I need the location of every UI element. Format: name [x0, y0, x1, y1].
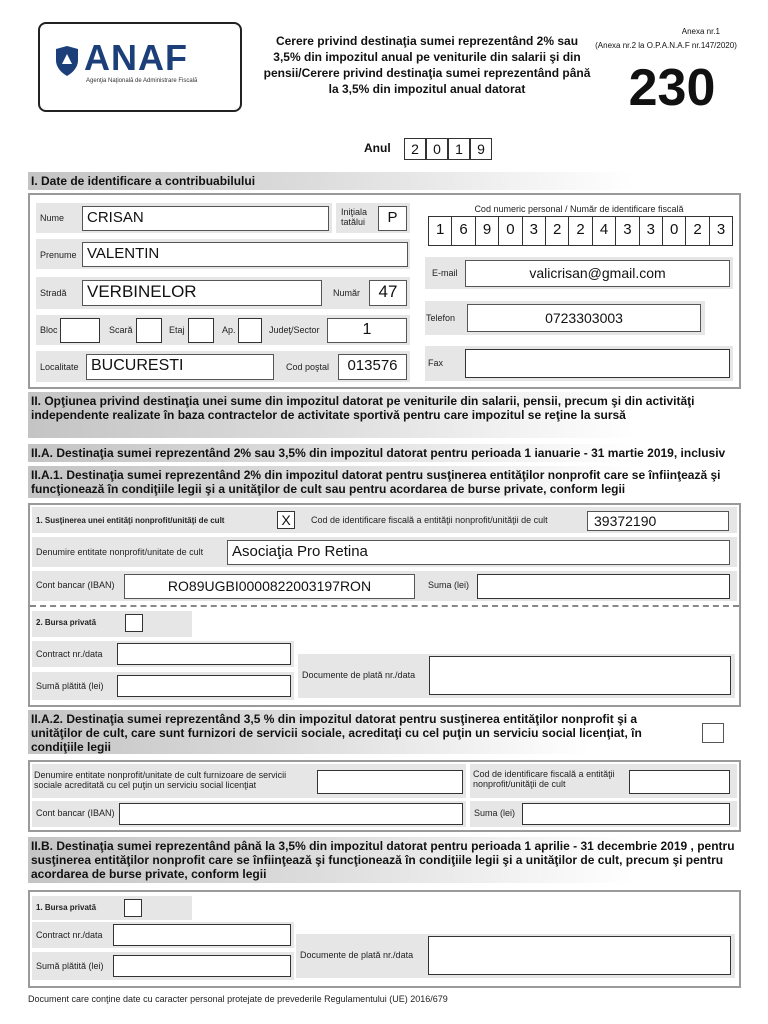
localitate-label: Localitate — [40, 362, 79, 372]
email-label: E-mail — [432, 268, 458, 278]
logo-text: ANAF — [84, 37, 188, 78]
etaj-label: Etaj — [169, 325, 185, 335]
b-suma-platita-label: Sumă plătită (lei) — [36, 961, 104, 971]
sustinere-checkbox[interactable]: X — [277, 511, 295, 529]
b-contract-field[interactable] — [113, 924, 291, 946]
nume-label: Nume — [40, 213, 65, 223]
numar-label: Număr — [333, 288, 361, 298]
b-documente-label: Documente de plată nr./data — [300, 950, 414, 960]
localitate-field[interactable]: BUCURESTI — [86, 354, 274, 380]
cnp-digit-2[interactable]: 6 — [451, 216, 475, 246]
cnp-digit-12[interactable]: 2 — [685, 216, 709, 246]
bursa-checkbox[interactable] — [125, 614, 143, 632]
cod-postal-field[interactable]: 013576 — [338, 354, 407, 380]
fax-label: Fax — [428, 358, 444, 368]
prenume-label: Prenume — [40, 250, 77, 260]
footer-note: Document care conţine date cu caracter personal protejate de prevederile Regulamentului (UE) 2016/679 — [28, 994, 448, 1004]
documente-field[interactable] — [429, 656, 731, 695]
form-title: Cerere privind destinaţia sumei reprezentând 2% sau 3,5% din impozitul anual pe veniturile din salarii şi din pensii/Cerere privind destinaţia sumei reprezentând până la 3,5% din impozitul anual datorat — [263, 34, 591, 96]
denumire-field[interactable]: Asociaţia Pro Retina — [227, 540, 730, 565]
shield-icon — [54, 46, 80, 76]
telefon-label: Telefon — [426, 313, 456, 323]
telefon-field[interactable]: 0723303003 — [467, 304, 701, 332]
cnp-digit-6[interactable]: 2 — [545, 216, 569, 246]
section-2a2-checkbox[interactable] — [702, 723, 724, 743]
section-2b-title: II.B. Destinaţia sumei reprezentând până la 3,5% din impozitul datorat pentru perioada 1 aprilie - 31 decembrie 2019 , pentru susţinerea entităţilor nonprofit care se înfiinţează şi funcţionează în condiţiile legii şi a unităţilor de cult, precum şi pentru acordarea de burse private, conform legii — [28, 837, 741, 883]
section-1-title: I. Date de identificare a contribuabilului — [28, 172, 741, 190]
email-field[interactable]: valicrisan@gmail.com — [465, 260, 730, 287]
suma-platita-field[interactable] — [117, 675, 291, 697]
fax-field[interactable] — [465, 349, 730, 378]
cnp-digit-3[interactable]: 9 — [475, 216, 499, 246]
a2-suma-field[interactable] — [522, 803, 730, 825]
bursa-label: 2. Bursa privată — [36, 618, 97, 627]
a2-iban-label: Cont bancar (IBAN) — [36, 808, 115, 818]
cnp-label: Cod numeric personal / Număr de identificare fiscală — [474, 204, 684, 214]
judet-label: Judeţ/Sector — [269, 325, 320, 335]
numar-field[interactable]: 47 — [369, 280, 407, 306]
cif-label: Cod de identificare fiscală a entităţii nonprofit/unităţii de cult — [311, 515, 548, 525]
b-contract-label: Contract nr./data — [36, 930, 103, 940]
section-2-title: II. Opţiunea privind destinaţia unei sume din impozitul datorat pe veniturile din salarii, pensii, precum şi din activităţi independente realizate în baza contractelor de activitate sportivă pentru care impozitul se reţine la sursă — [28, 392, 741, 438]
bloc-label: Bloc — [40, 325, 58, 335]
scara-label: Scară — [109, 325, 133, 335]
annex-reference: (Anexa nr.2 la O.P.A.N.A.F nr.147/2020) — [595, 41, 737, 50]
initiala-label: Iniţiala tatălui — [341, 207, 368, 227]
a2-suma-label: Suma (lei) — [474, 808, 516, 818]
nume-field[interactable]: CRISAN — [82, 206, 329, 231]
suma-platita-label: Sumă plătită (lei) — [36, 681, 104, 691]
strada-field[interactable]: VERBINELOR — [82, 280, 322, 306]
sustinere-label: 1. Susţinerea unei entităţi nonprofit/unităţi de cult — [36, 516, 225, 525]
cnp-digit-4[interactable]: 0 — [498, 216, 522, 246]
a2-cif-label: Cod de identificare fiscală a entităţii nonprofit/unităţii de cult — [473, 769, 615, 789]
form-number: 230 — [628, 59, 716, 117]
section-2a2-title: II.A.2. Destinaţia sumei reprezentând 3,5 % din impozitul datorat pentru susţinerea entităţilor nonprofit şi a unităţilor de cult, care sunt furnizori de servicii sociale, acreditaţi cu cel puţin un serviciu social licenţiat, în condiţiile legii — [28, 710, 688, 754]
iban-label: Cont bancar (IBAN) — [36, 580, 115, 590]
b-suma-platita-field[interactable] — [113, 955, 291, 977]
judet-field[interactable]: 1 — [327, 318, 407, 343]
year-digit-4[interactable]: 9 — [470, 138, 492, 160]
prenume-field[interactable]: VALENTIN — [82, 242, 408, 267]
iban-field[interactable]: RO89UGBI0000822003197RON — [124, 574, 415, 599]
year-digit-2[interactable]: 0 — [426, 138, 448, 160]
b-bursa-checkbox[interactable] — [124, 899, 142, 917]
a2-iban-field[interactable] — [119, 803, 463, 825]
denumire-label: Denumire entitate nonprofit/unitate de cult — [36, 547, 204, 557]
dashed-divider — [30, 605, 739, 607]
contract-field[interactable] — [117, 643, 291, 665]
bloc-field[interactable] — [60, 318, 100, 343]
b-documente-field[interactable] — [428, 936, 731, 975]
strada-label: Stradă — [40, 288, 67, 298]
suma-field[interactable] — [477, 574, 730, 599]
a2-denumire-label: Denumire entitate nonprofit/unitate de cult furnizoare de servicii sociale acreditată cu cel puţin un serviciu social licenţiat — [34, 770, 287, 790]
contract-label: Contract nr./data — [36, 649, 103, 659]
etaj-field[interactable] — [188, 318, 214, 343]
a2-cif-field[interactable] — [629, 770, 730, 794]
cnp-digit-11[interactable]: 0 — [662, 216, 686, 246]
cif-field[interactable]: 39372190 — [587, 511, 729, 531]
cnp-digit-5[interactable]: 3 — [522, 216, 546, 246]
initiala-field[interactable]: P — [378, 206, 407, 231]
suma-label: Suma (lei) — [428, 580, 470, 590]
ap-label: Ap. — [222, 325, 236, 335]
a2-denumire-field[interactable] — [317, 770, 463, 794]
anaf-logo-box — [38, 22, 242, 112]
annex-label: Anexa nr.1 — [681, 27, 720, 36]
cod-postal-label: Cod poştal — [286, 362, 330, 372]
section-2a1-title: II.A.1. Destinaţia sumei reprezentând 2% din impozitul datorat pentru susţinerea entităţilor nonprofit care se înfiinţează şi funcţionează în condiţiile legii şi a unităţilor de cult sau pentru acordarea de burse private, conform legii — [28, 466, 741, 498]
cnp-digit-1[interactable]: 1 — [428, 216, 452, 246]
year-label: Anul — [364, 141, 391, 155]
cnp-digit-7[interactable]: 2 — [568, 216, 592, 246]
documente-label: Documente de plată nr./data — [302, 670, 416, 680]
ap-field[interactable] — [238, 318, 262, 343]
scara-field[interactable] — [136, 318, 162, 343]
cnp-digit-9[interactable]: 3 — [615, 216, 639, 246]
cnp-digit-8[interactable]: 4 — [592, 216, 616, 246]
section-2a-title: II.A. Destinaţia sumei reprezentând 2% sau 3,5% din impozitul datorat pentru perioada 1 ianuarie - 31 martie 2019, inclusiv — [28, 444, 741, 462]
b-bursa-label: 1. Bursa privată — [36, 903, 97, 912]
cnp-digit-10[interactable]: 3 — [639, 216, 663, 246]
year-digit-3[interactable]: 1 — [448, 138, 470, 160]
cnp-digit-13[interactable]: 3 — [709, 216, 733, 246]
year-digit-1[interactable]: 2 — [404, 138, 426, 160]
logo-subtitle: Agenţia Naţională de Administrare Fiscală — [86, 78, 198, 84]
